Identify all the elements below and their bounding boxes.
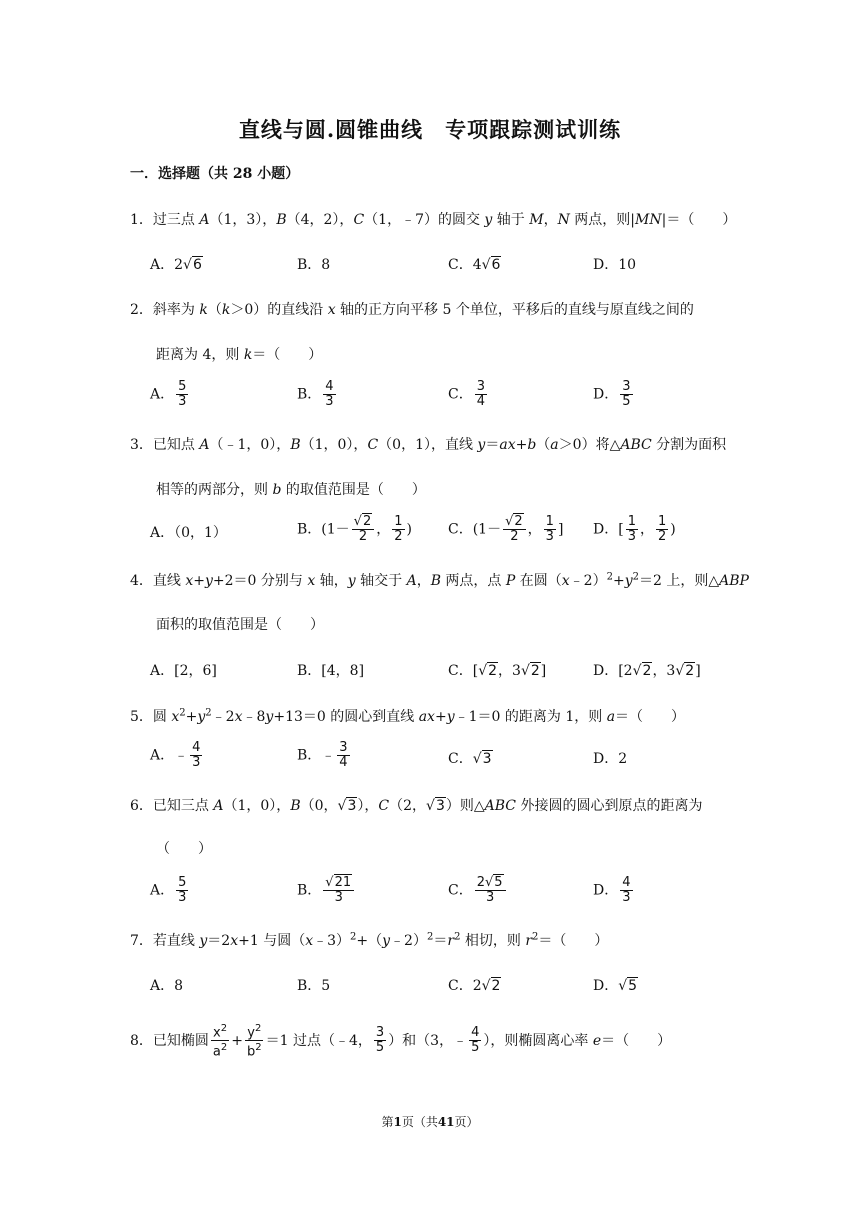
question-4-option-d[interactable]: D．[2√2，3√2] [593, 663, 701, 679]
question-4-option-c[interactable]: C．[√2，3√2] [448, 663, 547, 679]
question-5-option-a[interactable]: A．﹣ $\frac{4}{3}$ [150, 740, 201, 770]
footer-total-pages: 41 [437, 1115, 455, 1129]
question-8-stem: 8．已知椭圆 $\frac{x^2}{a^2}$ + $\frac{y^2}{b^2}$ ＝1 过点（﹣4， $\frac{3}{5}$ ）和（3，﹣ $\frac{4}{5}$ ），则椭圆离心率 e＝（ ） [130, 1023, 672, 1060]
question-6-option-c[interactable]: C． $\frac{2√5}{3}$ [448, 876, 508, 905]
question-6-stem-cont: （ ） [156, 841, 212, 857]
question-2-stem-cont: 距离为 4，则 k＝（ ） [156, 347, 323, 363]
question-1-stem: 1．过三点 A（1，3），B（4，2），C（1，﹣7）的圆交 y 轴于 M，N 两点，则|MN|＝（ ） [130, 212, 737, 228]
question-2-option-d[interactable]: D． $\frac{3}{5}$ [593, 379, 631, 409]
question-7-option-a[interactable]: A．8 [150, 978, 184, 994]
question-7-option-b[interactable]: B．5 [297, 978, 331, 994]
question-4-option-b[interactable]: B．[4，8] [297, 663, 365, 679]
question-3-option-c[interactable]: C．(1－ $\frac{√2}{2}$ ， $\frac{1}{3}$ ] [448, 514, 564, 544]
question-1-option-b[interactable]: B．8 [297, 257, 331, 273]
question-1-option-d[interactable]: D．10 [593, 257, 637, 273]
footer-pre: 第 [381, 1115, 394, 1129]
footer-mid: 页（共 [401, 1115, 438, 1129]
question-5-option-d[interactable]: D．2 [593, 751, 628, 767]
question-2-option-c[interactable]: C． $\frac{3}{4}$ [448, 379, 485, 409]
question-3-stem: 3．已知点 A（﹣1，0），B（1，0），C（0，1），直线 y＝ax+b（a＞0）将△ABC 分割为面积 [130, 437, 727, 453]
question-3-option-a[interactable]: A．（0，1） [150, 525, 227, 541]
question-5-stem: 5．圆 $x^2+y^2﹣2x﹣8y+13=0$ 的圆心到直线 ax+y﹣1＝0 的距离为 1，则 a＝（ ） [130, 707, 686, 725]
question-3-stem-cont: 相等的两部分，则 b 的取值范围是（ ） [156, 482, 426, 498]
question-7-option-d[interactable]: D．√5 [593, 978, 638, 994]
question-4-stem-cont: 面积的取值范围是（ ） [156, 617, 324, 633]
question-3-option-d[interactable]: D．[ $\frac{1}{3}$ ， $\frac{1}{2}$ ) [593, 514, 676, 544]
question-2-stem: 2．斜率为 k（k＞0）的直线沿 x 轴的正方向平移 5 个单位，平移后的直线与原直线之间的 [130, 302, 694, 318]
question-4-stem: 4．直线 x+y+2＝0 分别与 x 轴，y 轴交于 A，B 两点，点 P 在圆$(x﹣2)^2+y^2=2$ 上，则△ABP [130, 571, 749, 589]
question-3-option-b[interactable]: B．(1－ $\frac{√2}{2}$ ， $\frac{1}{2}$ ) [297, 514, 412, 544]
section-heading: 一．选择题（共 28 小题） [130, 166, 300, 182]
question-7-stem: 7．若直线 y＝2x+1 与圆$(x﹣3)^2+(y﹣2)^2=r^2$ 相切，则 $r^2=$（ ） [130, 931, 609, 949]
question-7-option-c[interactable]: C．2√2 [448, 978, 501, 994]
footer-post: 页） [454, 1115, 479, 1129]
question-1-option-a[interactable]: A．2√6 [150, 257, 202, 273]
question-6-option-a[interactable]: A． $\frac{5}{3}$ [150, 875, 187, 905]
question-6-option-b[interactable]: B． $\frac{√21}{3}$ [297, 876, 356, 905]
question-2-option-b[interactable]: B． $\frac{4}{3}$ [297, 379, 334, 409]
question-1-option-c[interactable]: C．4√6 [448, 257, 501, 273]
footer-page-number: 1 [393, 1115, 402, 1129]
question-6-stem: 6．已知三点 A（1，0），B（0，√3），C（2，√3）则△ABC 外接圆的圆心到原点的距离为 [130, 798, 703, 814]
question-6-option-d[interactable]: D． $\frac{4}{3}$ [593, 875, 631, 905]
question-4-option-a[interactable]: A．[2，6] [150, 663, 217, 679]
page-title: 直线与圆.圆锥曲线 专项跟踪测试训练 [238, 117, 622, 142]
question-5-option-c[interactable]: C．√3 [448, 751, 492, 767]
question-2-option-a[interactable]: A． $\frac{5}{3}$ [150, 379, 187, 409]
question-5-option-b[interactable]: B．﹣ $\frac{3}{4}$ [297, 740, 348, 770]
page-footer [0, 1113, 860, 1130]
